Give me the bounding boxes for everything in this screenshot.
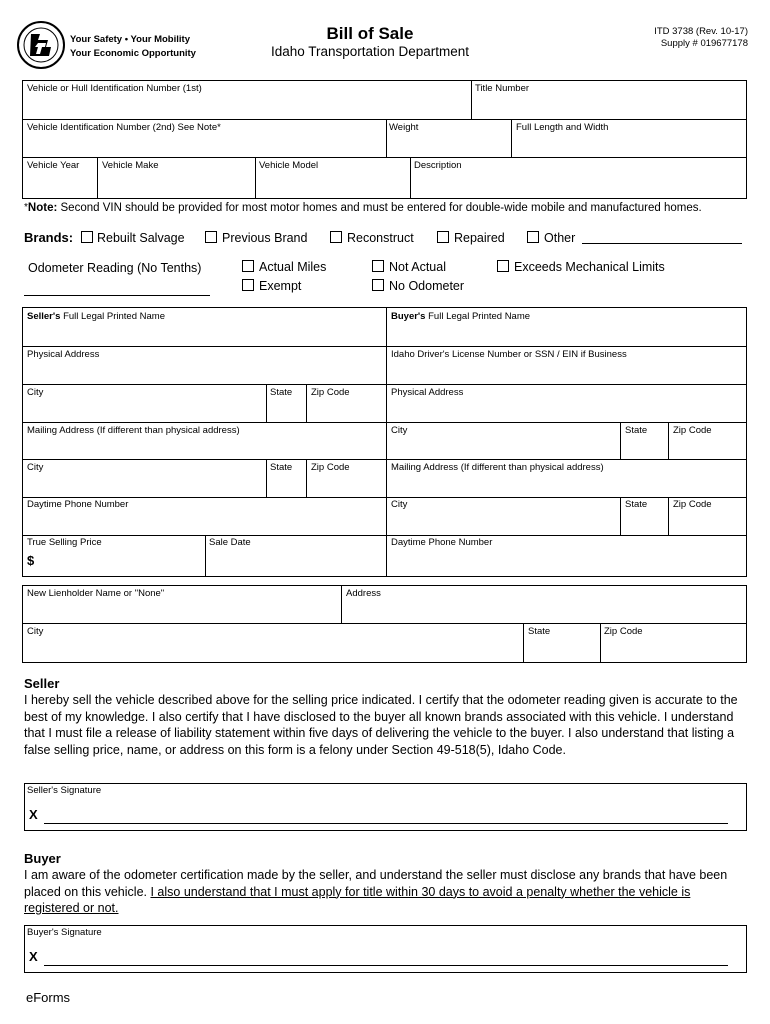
brand-reconstruct-checkbox[interactable] — [330, 231, 342, 243]
vin2-label: Vehicle Identification Number (2nd) See Note* — [27, 122, 221, 133]
buyer-license-label: Idaho Driver's License Number or SSN / EIN if Business — [391, 349, 627, 360]
lienholder-address-label: Address — [346, 588, 381, 599]
seller-signature-x: X — [29, 807, 38, 822]
odo-no-odometer-checkbox[interactable] — [372, 279, 384, 291]
seller-zip2-label: Zip Code — [311, 462, 350, 473]
buyer-mailing-label: Mailing Address (If different than physical address) — [391, 462, 604, 473]
logo-slogan-2: Your Economic Opportunity — [70, 48, 196, 59]
seller-cert-text: I hereby sell the vehicle described above for the selling price indicated. I certify that the odometer reading given is accurate to the best of my knowledge. I also certify that I have disclosed to the buyer all known brands associated with this vehicle. I understand that I must file a release of liability statement within five days of delivering the vehicle to the buyer. I also understand that listing a false selling price, name, or address on this form is a felony under Section 49-518(5), Idaho Code. — [24, 693, 738, 757]
seller-zip-label: Zip Code — [311, 387, 350, 398]
description-label: Description — [414, 160, 462, 171]
odometer-label: Odometer Reading (No Tenths) — [28, 261, 202, 275]
lienholder-name-label: New Lienholder Name or "None" — [27, 588, 165, 599]
itd-logo — [16, 20, 66, 70]
seller-cert-heading: Seller — [24, 676, 60, 691]
sale-date-label: Sale Date — [209, 537, 251, 548]
selling-price-label: True Selling Price — [27, 537, 102, 548]
brand-previous-brand-checkbox[interactable] — [205, 231, 217, 243]
odo-actual-miles-label: Actual Miles — [259, 260, 327, 274]
supply-number: Supply # 019677178 — [660, 38, 748, 49]
title-number-label: Title Number — [475, 83, 530, 94]
odo-actual-miles-checkbox[interactable] — [242, 260, 254, 272]
seller-city2-label: City — [27, 462, 44, 473]
buyer-zip2-label: Zip Code — [673, 499, 712, 510]
note-text: Second VIN should be provided for most motor homes and must be entered for double-wide mobile and manufactured homes. — [60, 202, 702, 214]
dollar-sign: $ — [27, 553, 35, 568]
vehicle-year-label: Vehicle Year — [27, 160, 80, 171]
brand-reconstruct-label: Reconstruct — [347, 231, 414, 245]
buyer-name-rest: Full Legal Printed Name — [428, 311, 531, 322]
form-subtitle: Idaho Transportation Department — [270, 44, 470, 59]
footer-brand: eForms — [26, 990, 71, 1005]
buyer-phone-label: Daytime Phone Number — [391, 537, 493, 548]
brand-other-label: Other — [544, 231, 576, 245]
buyer-cert-text-plain: I am aware of the odometer certification made by the seller, and understand the seller must disclose any brands that have been placed on this vehicle. — [24, 868, 728, 899]
buyer-name-label — [391, 311, 530, 322]
seller-name-label — [27, 311, 165, 322]
seller-name-rest: Full Legal Printed Name — [63, 311, 165, 322]
odo-exempt-label: Exempt — [259, 279, 302, 293]
buyer-signature-label: Buyer's Signature — [27, 927, 102, 938]
vin-note — [24, 202, 702, 214]
lienholder-city-label: City — [27, 626, 44, 637]
buyer-state-label: State — [625, 425, 648, 436]
brand-rebuilt-salvage-checkbox[interactable] — [81, 231, 93, 243]
odometer-reading-input[interactable] — [24, 295, 210, 296]
odo-not-actual-checkbox[interactable] — [372, 260, 384, 272]
buyer-zip-label: Zip Code — [673, 425, 712, 436]
lienholder-state-label: State — [528, 626, 551, 637]
seller-state2-label: State — [270, 462, 293, 473]
buyer-physical-address-label: Physical Address — [391, 387, 464, 398]
odo-no-odometer-label: No Odometer — [389, 279, 465, 293]
seller-name-bold: Seller's — [27, 311, 61, 322]
brand-repaired-label: Repaired — [454, 231, 505, 245]
logo-slogan-1: Your Safety • Your Mobility — [70, 34, 190, 45]
lienholder-zip-label: Zip Code — [604, 626, 643, 637]
buyer-cert-heading: Buyer — [24, 851, 61, 866]
note-label: Note: — [27, 202, 58, 214]
description-field[interactable] — [412, 159, 746, 198]
seller-mailing-label: Mailing Address (If different than physical address) — [27, 425, 240, 436]
brands-label: Brands: — [24, 230, 74, 245]
lienholder-city-field[interactable] — [24, 625, 522, 662]
odo-exempt-checkbox[interactable] — [242, 279, 254, 291]
buyer-cert-text-underlined: I also understand that I must apply for title within 30 days to avoid a penalty whether the vehicle is registered or not. — [24, 884, 691, 915]
buyer-city-label: City — [391, 425, 408, 436]
brand-repaired-checkbox[interactable] — [437, 231, 449, 243]
seller-city-label: City — [27, 387, 44, 398]
buyer-name-bold: Buyer's — [391, 311, 426, 322]
brand-other-input[interactable] — [582, 243, 742, 244]
seller-signature-line[interactable] — [44, 823, 728, 824]
form-title: Bill of Sale — [326, 24, 414, 43]
buyer-city-field[interactable] — [388, 424, 619, 458]
brand-other-checkbox[interactable] — [527, 231, 539, 243]
odo-exceeds-limits-label: Exceeds Mechanical Limits — [514, 260, 665, 274]
note-star: * — [24, 202, 28, 213]
seller-city-field[interactable] — [24, 386, 265, 421]
buyer-signature-x: X — [29, 949, 38, 964]
length-width-label: Full Length and Width — [516, 122, 609, 133]
seller-city2-field[interactable] — [24, 461, 265, 496]
seller-signature-label: Seller's Signature — [27, 785, 102, 796]
seller-physical-address-label: Physical Address — [27, 349, 100, 360]
buyer-cert-text — [24, 867, 749, 917]
brand-previous-brand-label: Previous Brand — [222, 231, 308, 245]
buyer-city2-label: City — [391, 499, 408, 510]
form-number: ITD 3738 (Rev. 10-17) — [654, 26, 748, 37]
vehicle-make-label: Vehicle Make — [102, 160, 159, 171]
buyer-state2-label: State — [625, 499, 648, 510]
odo-not-actual-label: Not Actual — [389, 260, 446, 274]
vehicle-model-label: Vehicle Model — [259, 160, 319, 171]
odo-exceeds-limits-checkbox[interactable] — [497, 260, 509, 272]
buyer-city2-field[interactable] — [388, 499, 619, 534]
seller-state-label: State — [270, 387, 293, 398]
hin-label: Vehicle or Hull Identification Number (1st) — [27, 83, 202, 94]
buyer-signature-line[interactable] — [44, 965, 728, 966]
seller-phone-label: Daytime Phone Number — [27, 499, 129, 510]
weight-label: Weight — [389, 122, 419, 133]
lienholder-address-field[interactable] — [343, 587, 746, 622]
brand-rebuilt-salvage-label: Rebuilt Salvage — [97, 231, 185, 245]
